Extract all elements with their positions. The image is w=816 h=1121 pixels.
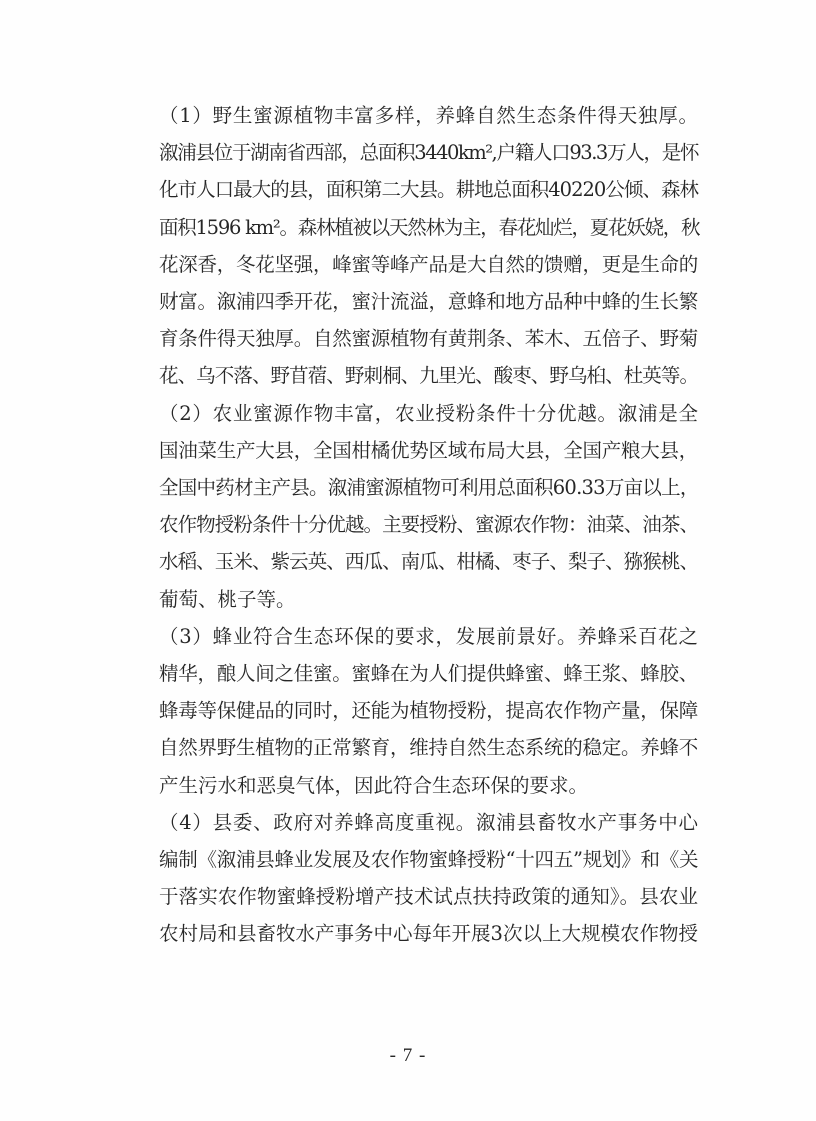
text-line: 自然界野生植物的正常繁育，维持自然生态系统的稳定。养蜂不 xyxy=(159,736,699,760)
text-line: （1）野生蜜源植物丰富多样，养蜂自然生态条件得天独厚。 xyxy=(159,104,698,127)
paragraph-1 xyxy=(120,97,698,395)
text-line: 化市人口最大的县，面积第二大县。耕地总面积40220公倾、森林 xyxy=(159,178,698,202)
text-line: 水稻、玉米、紫云英、西瓜、南瓜、柑橘、枣子、梨子、猕猴桃、 xyxy=(159,550,698,574)
text-line: 育条件得天独厚。自然蜜源植物有黄荆条、苯木、五倍子、野菊 xyxy=(159,327,699,351)
paragraph-4 xyxy=(120,804,698,953)
text-line: （4）县委、政府对养蜂高度重视。溆浦县畜牧水产事务中心 xyxy=(159,810,698,834)
text-line: 精华，酿人间之佳蜜。蜜蜂在为人们提供蜂蜜、蜂王浆、蜂胶、 xyxy=(159,662,699,686)
text-line: 产生污水和恶臭气体，因此符合生态环保的要求。 xyxy=(159,773,589,797)
paragraph-3 xyxy=(120,618,698,804)
text-line: 花、乌不落、野苜蓿、野刺桐、九里光、酸枣、野乌桕、杜英等。 xyxy=(159,364,698,388)
page-number: - 7 - xyxy=(389,1045,427,1066)
text-line: （2）农业蜜源作物丰富，农业授粉条件十分优越。溆浦是全 xyxy=(159,401,698,425)
text-line: 于落实农作物蜜蜂授粉增产技术试点扶持政策的通知》。县农业 xyxy=(159,885,698,909)
text-line: 国油菜生产大县，全国柑橘优势区域布局大县，全国产粮大县， xyxy=(159,438,699,462)
text-line: 财富。溆浦四季开花，蜜汁流溢，意蜂和地方品种中蜂的生长繁 xyxy=(159,290,699,314)
text-line: 全国中药材主产县。溆浦蜜源植物可利用总面积60.33万亩以上， xyxy=(159,476,699,500)
body-text xyxy=(120,97,698,953)
text-line: 蜂毒等保健品的同时，还能为植物授粉，提高农作物产量，保障 xyxy=(159,699,699,723)
text-line: 农村局和县畜牧水产事务中心每年开展3次以上大规模农作物授 xyxy=(159,922,698,946)
text-line: 溆浦县位于湖南省西部，总面积3440km²,户籍人口93.3万人，是怀 xyxy=(159,141,698,165)
text-line: 葡萄、桃子等。 xyxy=(159,587,296,611)
text-line: 面积1596 km²。森林植被以天然林为主，春花灿烂，夏花妖娆，秋 xyxy=(159,215,700,239)
text-line: 花深香，冬花坚强，峰蜜等峰产品是大自然的馈赠，更是生命的 xyxy=(159,252,699,276)
text-line: （3）蜂业符合生态环保的要求，发展前景好。养蜂采百花之 xyxy=(159,624,698,648)
text-line: 编制《溆浦县蜂业发展及农作物蜜蜂授粉“十四五”规划》和《关 xyxy=(159,848,699,872)
text-line: 农作物授粉条件十分优越。主要授粉、蜜源农作物：油菜、油茶、 xyxy=(159,513,698,537)
paragraph-2 xyxy=(120,395,698,618)
